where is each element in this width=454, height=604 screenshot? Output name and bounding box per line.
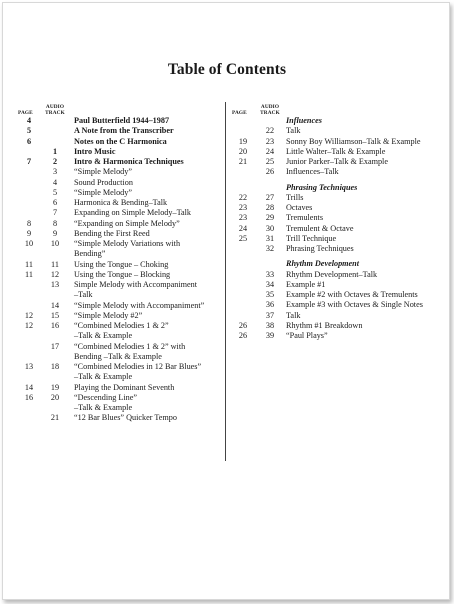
toc-track-number: 29 [265,213,275,223]
toc-page-number: 5 [26,126,32,136]
toc-entry [232,147,442,157]
toc-page-number: 24 [238,223,248,233]
toc-page-number: 22 [238,192,248,202]
toc-entry-title: “Simple Melody #2” [74,310,143,320]
toc-entry [232,331,442,341]
toc-entry-title: Using the Tongue – Choking [74,259,169,269]
toc-entry-title: Talk [286,310,301,320]
toc-entry [18,239,218,249]
toc-entry [18,372,218,382]
toc-entry [18,280,218,290]
toc-entry-title: Sound Production [74,177,133,187]
toc-entry-title: Trill Technique [286,233,337,243]
toc-track-number: 25 [265,157,275,166]
toc-entry [18,167,218,177]
toc-entry [232,300,442,310]
toc-entry-title: “Descending Line” [74,392,137,402]
toc-entry [18,126,218,136]
toc-entry [18,178,218,188]
toc-page-number: 14 [24,382,34,392]
toc-track-number: 7 [52,208,58,218]
toc-entry [18,208,218,218]
audio-track-header: AUDIO TRACK [45,104,65,116]
toc-page-number: 21 [238,157,248,166]
toc-left-list [18,116,218,424]
toc-entry [18,229,218,239]
page-title: Table of Contents [167,61,287,78]
toc-track-number: 14 [50,300,60,310]
toc-track-number: 11 [51,259,59,269]
toc-page-number: 11 [25,269,33,279]
toc-track-number: 39 [265,331,275,340]
toc-track-number: 20 [50,392,60,402]
toc-entry [18,116,218,126]
audio-track-header: AUDIO TRACK [260,104,280,116]
toc-entry-title: “Combined Melodies in 12 Bar Blues” [74,362,202,371]
toc-entry [18,311,218,321]
toc-page-number: 12 [24,321,34,330]
toc-track-number: 36 [265,300,275,310]
toc-entry-title: Using the Tongue – Blocking [74,269,171,279]
toc-page-number: 26 [238,320,248,330]
toc-entry-title: Little Walter–Talk & Example [286,146,386,156]
toc-entry-title: Influences–Talk [286,167,339,177]
toc-track-number: 24 [265,146,275,156]
toc-entry-title: Example #2 with Octaves & Tremulents [286,290,418,299]
toc-entry [18,198,218,208]
toc-entry-title: –Talk & Example [74,331,133,341]
toc-entry [18,301,218,311]
toc-entry [18,137,218,147]
toc-entry-title: Intro Music [74,146,116,156]
toc-section-heading [232,259,442,269]
toc-entry [18,290,218,300]
toc-entry-title: Octaves [286,203,313,212]
toc-entry [232,203,442,213]
toc-entry-title: Simple Melody with Accompaniment [74,280,198,289]
toc-page-number: 12 [24,310,34,320]
toc-entry [232,126,442,136]
toc-entry-title: Playing the Dominant Seventh [74,382,175,392]
toc-entry-title: Influences [286,116,322,125]
toc-track-number: 16 [50,321,60,330]
toc-entry [18,342,218,352]
toc-entry-title: Junior Parker–Talk & Example [286,157,388,166]
toc-entry [18,413,218,423]
toc-track-number: 34 [265,279,275,289]
toc-entry-title: “Combined Melodies 1 & 2” [74,321,169,330]
toc-track-number: 18 [50,362,60,371]
toc-right-column [232,100,442,341]
toc-entry [18,331,218,341]
toc-entry-title: “Combined Melodies 1 & 2” with [74,341,186,351]
toc-entry-title: Trills [286,192,304,202]
toc-entry-title: Expanding on Simple Melody–Talk [74,208,191,218]
toc-page-number: 20 [238,146,248,156]
toc-track-number: 17 [50,341,60,351]
toc-entry [18,157,218,167]
toc-entry-title: –Talk & Example [74,403,133,412]
toc-track-number: 22 [265,126,275,136]
page-header: PAGE [18,109,33,116]
toc-entry [18,219,218,229]
toc-entry [232,321,442,331]
toc-entry-title: Rhythm #1 Breakdown [286,320,363,330]
toc-page-number: 23 [238,203,248,212]
toc-entry [232,280,442,290]
toc-entry-title: Paul Butterfield 1944–1987 [74,116,170,125]
toc-page-number: 11 [25,259,33,269]
toc-track-number: 35 [265,290,275,299]
toc-right-list [232,116,442,341]
toc-entry-title: “Simple Melody” [74,187,132,197]
toc-entry [232,311,442,321]
toc-entry [18,188,218,198]
page-header: PAGE [232,109,247,116]
toc-page-number: 4 [26,116,32,125]
toc-page-number: 6 [26,136,32,146]
toc-page-number: 8 [26,218,32,228]
toc-entry-title: Intro & Harmonica Techniques [74,157,184,166]
toc-track-number: 2 [52,157,58,166]
column-divider [225,102,226,461]
toc-entry [232,193,442,203]
toc-entry [18,321,218,331]
toc-entry [18,260,218,270]
toc-entry-title: Example #3 with Octaves & Single Notes [286,300,423,310]
toc-page-number: 16 [24,392,34,402]
toc-entry-title: Example #1 [286,279,326,289]
toc-track-number: 6 [52,198,58,207]
toc-track-number: 15 [50,310,60,320]
toc-entry-title: Phrasing Techniques [286,182,358,192]
toc-page-number: 13 [24,362,34,371]
toc-entry-title: Rhythm Development–Talk [286,269,378,279]
column-header [18,100,218,116]
toc-entry-title: “Expanding on Simple Melody” [74,218,180,228]
toc-track-number: 38 [265,320,275,330]
toc-page-number: 23 [238,213,248,223]
toc-entry-title: –Talk & Example [74,372,133,382]
toc-track-number: 1 [52,146,58,156]
toc-track-number: 28 [265,203,275,212]
toc-entry-title: Bending the First Reed [74,228,150,238]
toc-entry [232,270,442,280]
toc-entry [18,249,218,259]
toc-track-number: 4 [52,177,58,187]
toc-entry-title: Bending –Talk & Example [74,351,162,361]
toc-track-number: 33 [265,269,275,279]
toc-entry-title: Tremulent & Octave [286,223,354,233]
toc-entry [232,290,442,300]
toc-entry-title: Talk [286,126,301,136]
toc-entry [18,147,218,157]
toc-entry [232,213,442,223]
toc-track-number: 19 [50,382,60,392]
toc-section-heading [232,183,442,193]
toc-entry [18,403,218,413]
toc-entry [232,137,442,147]
toc-track-number: 37 [265,310,275,320]
toc-track-number: 27 [265,192,275,202]
toc-section-heading [232,116,442,126]
toc-track-number: 3 [52,167,58,177]
toc-entry [18,383,218,393]
toc-page-number: 25 [238,233,248,243]
toc-entry-title: Harmonica & Bending–Talk [74,198,168,207]
toc-track-number: 32 [265,244,275,253]
toc-entry-title: “12 Bar Blues” Quicker Tempo [74,413,177,423]
toc-entry-title: “Simple Melody” [74,167,132,177]
toc-track-number: 23 [265,136,275,146]
toc-page-number: 9 [26,228,32,238]
toc-page-number: 10 [24,239,34,248]
toc-page-number: 19 [238,136,248,146]
toc-entry [18,362,218,372]
toc-entry [232,244,442,254]
toc-left-column [18,100,218,424]
toc-entry [232,157,442,167]
toc-entry-title: A Note from the Transcriber [74,126,174,136]
toc-track-number: 26 [265,167,275,177]
column-header [232,100,442,116]
toc-track-number: 31 [265,233,275,243]
toc-track-number: 9 [52,228,58,238]
toc-page-number: 7 [26,157,32,166]
toc-entry-title: “Simple Melody with Accompaniment” [74,300,205,310]
toc-entry-title: Rhythm Development [286,259,359,269]
toc-track-number: 10 [50,239,60,248]
toc-entry-title: Sonny Boy Williamson–Talk & Example [286,136,421,146]
toc-entry [232,167,442,177]
toc-entry-title: “Simple Melody Variations with [74,239,181,248]
toc-entry [232,224,442,234]
toc-entry-title: Phrasing Techniques [286,244,354,253]
toc-track-number: 12 [50,269,60,279]
toc-track-number: 13 [50,280,60,289]
toc-track-number: 30 [265,223,275,233]
toc-page-number: 26 [238,331,248,340]
toc-entry [18,270,218,280]
toc-entry-title: –Talk [74,290,93,300]
toc-entry [18,352,218,362]
toc-entry [18,393,218,403]
toc-entry-title: Tremulents [286,213,323,223]
toc-track-number: 21 [50,413,60,423]
toc-entry-title: Bending” [74,249,106,259]
toc-track-number: 8 [52,218,58,228]
toc-entry-title: Notes on the C Harmonica [74,136,167,146]
toc-track-number: 5 [52,187,58,197]
toc-entry-title: “Paul Plays” [286,331,328,340]
toc-entry [232,234,442,244]
